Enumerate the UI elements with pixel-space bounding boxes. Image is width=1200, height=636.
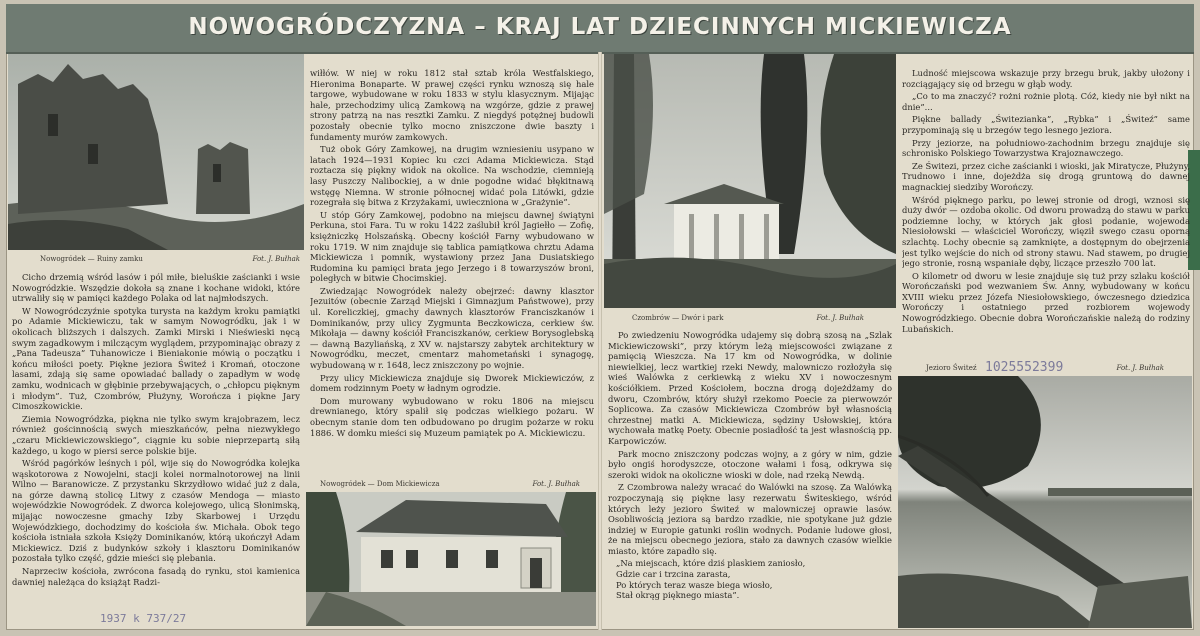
paragraph: Ludność miejscowa wskazuje przy brzegu bruk, jakby ułożony i rozciągający się od brzegu w głąb wody.	[902, 68, 1190, 89]
paragraph: W Nowogródczyźnie spotyka turysta na każdym kroku pamiątki po Adamie Mickiewiczu, tak w samym Nowogródku, jak i w okolicach bliższych i dalszych. Zamki Mirski i Nieświeski nęcą swym zagadkowym i milczącym wyglądem, przypominając obrazy z „Pana Tadeusza” Tuhanowicze i Bieniakonie mówią o początku i końcu miłości poety. Piękne jeziora Świteź i Kromań, otoczone lasami, zdają się same opowiadać ballady o zapadłym w wodę zamku, wodnicach w głębinie przebywających, o „chłopcu pięknym i młodym”. Tuż, Czombrów, Płużyny, Worończa i piękne Jary Cimoszkowickie.	[12, 305, 300, 412]
photo-mickiewicz-house	[306, 492, 596, 626]
paragraph: wiłłów. W niej w roku 1812 stał sztab króla Westfalskiego, Hieronima Bonaparte. W prawej części rynku wznoszą się hale targowe, wybudowane w roku 1833 w stylu klasycznym. Mijając hale, przechodzimy ulicą Zamkową na wzgórze, gdzie z prawej strony patrzą na nas resztki Zamku. Z niegdyś potężnej budowli pozostały obecnie tylko mocno zniszczone dwie baszty i fundamenty murów zamkowych.	[310, 68, 594, 142]
poem-line: Po których teraz wasze biega wiosło,	[616, 579, 773, 590]
photo-credit: Fot. J. Bułhak	[816, 314, 864, 322]
text-column-4	[902, 68, 1190, 354]
photo-credit: Fot. J. Bułhak	[532, 480, 580, 488]
paragraph: Tuż obok Góry Zamkowej, na drugim wzniesieniu usypano w latach 1924—1931 Kopiec ku czci Adama Mickiewicza. Stąd roztacza się piękny widok na okolice. Na wschodzie, ciemnieją lasy Puszczy Nalibockiej, a w dnie pogodne widać błękitnawą wstęgę Niemna. W stronie północnej widać pola Litówki, gdzie rozegrała się bitwa z Krzyżakami, uwieczniona w „Grażynie”.	[310, 144, 594, 208]
center-fold	[598, 52, 602, 630]
photo-czombrow-manor	[604, 54, 896, 308]
paragraph: „Co to ma znaczyć? rożni rożnie plotą. Cóż, kiedy nie był nikt na dnie”...	[902, 91, 1190, 112]
paragraph: U stóp Góry Zamkowej, podobno na miejscu dawnej świątyni Perkuna, stoi Fara. Tu w roku 1422 zaślubił król Jagiełło — Zofię, księżniczkę Holszańską. Obecny kościół Farny wybudowano w roku 1719. W nim znajduje się tablica pamiątkowa chrztu Adama Mickiewicza i pomnik, wystawiony przez Jana Dusiatskiego Rudomina ku pamięci brata jego Jerzego i 8 towarzyszów broni, poległych w bitwie Chocimskiej.	[310, 209, 594, 284]
photo-credit: Fot. J. Bułhak	[1116, 364, 1164, 372]
caption-text: Nowogródek — Dom Mickiewicza	[320, 480, 440, 488]
paragraph: Piękne ballady „Świtezianka”, „Rybka” i „Świteź” same przypominają się u brzegów tego lesnego jeziora.	[902, 114, 1190, 135]
paragraph: Naprzeciw kościoła, zwrócona fasadą do rynku, stoi kamienica dawniej należąca do książąt Radzi-	[12, 566, 300, 587]
caption-czombrow-manor	[632, 314, 864, 324]
poem-line: „Na miejscach, które dziś plaskiem zaniosło,	[616, 558, 806, 569]
paragraph: Wśród pięknego parku, po lewej stronie od drogi, wznosi się duży dwór — ozdoba okolic. Od dworu prowadzą do stawu w parku podziemne lochy, w których jak głosi podanie, wojewoda Niesiołowski — właściciel Worończy, więził swego czasu oporną szlachtę. Lochy obecnie są zamknięte, a dostępnym do obejrzenia jest tylko wejście do nich od strony stawu. Nad stawem, po drugiej jego stronie, rosną wspaniałe dęby, liczące przeszło 700 lat.	[902, 194, 1190, 269]
text-column-2	[310, 68, 594, 472]
text-column-1	[12, 272, 300, 612]
paragraph: Cicho drzemią wśród lasów i pól miłe, bieluśkie zaścianki i wsie Nowogródzkie. Wszędzie dokoła są znane i kochane widoki, które utrwaliły się w pamięci każdego Polaka od lat najmłodszych.	[12, 272, 300, 304]
paragraph: Ziemia Nowogródzka, piękna nie tylko swym krajobrazem, lecz również gościnnością swych mieszkańców, pełna niezwykłego „czaru Mickiewiczowskiego”, ciągnie ku sobie nieprzepartą siłą każdego, u kogo w piersi serce polskie bije.	[12, 413, 300, 456]
paragraph: Po zwiedzeniu Nowogródka udajemy się dobrą szosą na „Szlak Mickiewiczowski”, przy którym leżą miejscowości związane z pamięcią Wieszcza. Na 17 km od Nowogródka, w dolinie niewielkiej, lecz wartkiej rzeki Newdy, malowniczo rozłożyła się wieś Walówka z cerkiewką z wieku XV i nowoczesnym kościółkiem. Przed Kościołem, boczna drogą dojeżdżamy do dworu, Czombrów, który służył rzekomo Poecie za pierwowzór Soplicowa. Za czasów Mickiewicza Czombrów był własnością chrzestnej matki A. Mickiewicza, sędziny Usłowskiej, która wychowała matkę Poety. Obecnie posiadłość ta jest własnością pp. Karpowiczów.	[608, 330, 892, 446]
caption-text: Jezioro Świteź	[926, 364, 977, 372]
paragraph: Dom murowany wybudowano w roku 1806 na miejscu drewnianego, który spalił się podczas wielkiego pożaru. W obecnym stanie dom ten odbudowano po drugim pożarze w roku 1886. W domku mieści się Muzeum pamiątek po A. Mickiewiczu.	[310, 395, 594, 438]
handwritten-archive-number: 1025552399	[985, 360, 1064, 375]
page-title: NOWOGRÓDCZYZNA – KRAJ LAT DZIECINNYCH MICKIEWICZA	[188, 14, 1012, 40]
caption-castle-ruins	[40, 255, 300, 265]
paragraph: Ze Świtezi, przez ciche zaścianki i wioski, jak Miratycze, Płużyny, Trudnowo i inne, dojeżdża się drogą gruntową do dawnej magnackiej siedziby Worończy.	[902, 160, 1190, 192]
paragraph: Przy jeziorze, na południowo-zachodnim brzegu znajduje się schronisko Polskiego Towarzystwa Krajoznawczego.	[902, 137, 1190, 159]
paragraph: Przy ulicy Mickiewicza znajduje się Dworek Mickiewiczów, z domem rodzinnym Poety w ładnym ogrodzie.	[310, 372, 594, 394]
paragraph: Park mocno zniszczony podczas wojny, a z góry w nim, gdzie było ongiś horodyszcze, otoczone wałami i fosą, odkrywa się szeroki widok na okoliczne wioski w dole, nad rzeką Newdą.	[608, 448, 892, 480]
title-banner	[6, 4, 1194, 54]
caption-text: Czombrów — Dwór i park	[632, 314, 724, 322]
caption-text: Nowogródek — Ruiny zamku	[40, 255, 143, 263]
paragraph: Z Czombrowa należy wracać do Walówki na szosę. Za Walówką rozpoczynają się piękne lasy rezerwatu Świteskiego, wśród których leży jezioro Świteź w malowniczej oprawie lasów. Osobliwością jeziora są bardzo rzadkie, nie spotykane już gdzie indziej w Europie gatunki roślin wodnych. Podanie ludowe głosi, że na miejscu obecnego jeziora, stało za dawnych czasów wielkie miasto, które zapadło się.	[608, 482, 892, 556]
poem-line: Gdzie car i trzcina zarasta,	[616, 569, 731, 580]
photo-lake-switez	[898, 376, 1192, 628]
poem-line: Stał okrąg pięknego miasta”.	[616, 590, 740, 601]
photo-castle-ruins	[8, 54, 304, 250]
paragraph: O kilometr od dworu w lesie znajduje się tuż przy szlaku kościół Worończański pod wezwaniem Św. Anny, wybudowany w końcu XVIII wieku przez Józefa Niesiołowskiego, ówczesnego dziedzica Worończy i ostatniego przed rozbiorem wojewody Nowogródzkiego. Obecnie dobra Worończańskie należą do rodziny Lubańskich.	[902, 270, 1190, 334]
caption-mickiewicz-house	[320, 480, 580, 490]
paragraph: Zwiedzając Nowogródek należy obejrzeć: dawny klasztor Jezuitów (obecnie Zarząd Miejski i Gimnazjum Państwowe), przy ul. Koreliczkiej, gmachy dawnych klasztorów Franciszkanów i Dominikanów, przy ulicy Zygmunta Beczkowicza, cerkiew św. Mikołaja — dawny kościół Franciszkanów, cerkiew Borysoglebską — dawną Bazyliańską, z XV w. najstarszy zabytek architektury w Nowogródku, meczet, cmentarz mahometański i synagogę, wybudowaną w r. 1648, lecz zniszczony po wojnie.	[310, 285, 594, 371]
handwritten-catalog-number: 1937 k 737/27	[100, 612, 187, 625]
text-column-3	[608, 330, 892, 626]
paragraph: Wśród pagórków leśnych i pól, wije się do Nowogródka kolejka wąskotorowa z Nowojelni, stacji kolei normalnotorowej na linii Wilno — Baranowicze. Z przystanku Skrzydłowo widać już z dala, na górze dawną stolicę Litwy z czasów Mendoga — miasto wojewódzkie Nowogródek. Z dworca kolejowego, ulicą Słonimską, mijając nowoczesne gmachy Izby Skarbowej i Urzędu Wojewódzkiego, dochodzimy do kościoła św. Michała. Obok tego kościoła istniała szkoła Księży Dominikanów, którą ukończył Adam Mickiewicz. Dziś z budynków szkoły i klasztoru Dominikanów pozostała tylko część, gdzie mieści się plebania.	[12, 458, 300, 564]
photo-credit: Fot. J. Bułhak	[252, 255, 300, 263]
